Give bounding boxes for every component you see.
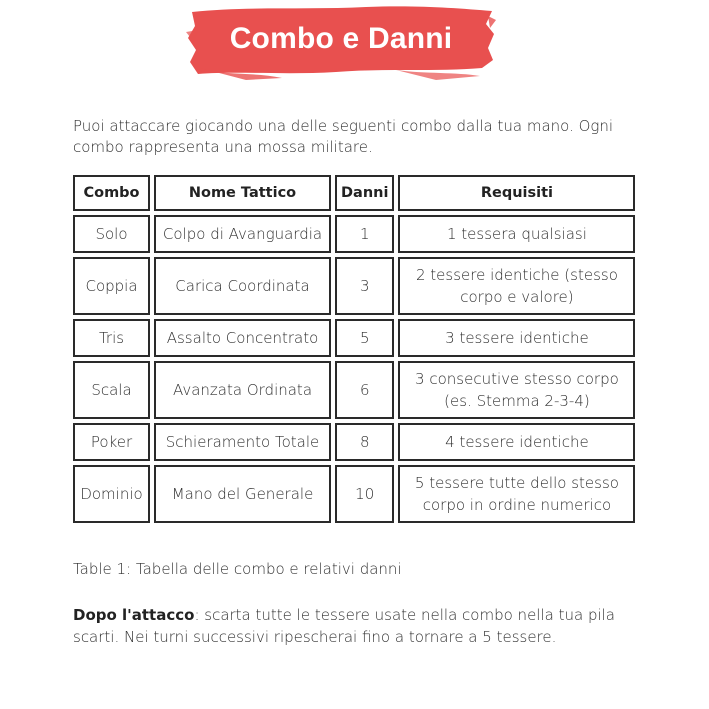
table-caption: Table 1: Tabella delle combo e relativi danni [73, 560, 402, 578]
table-row [73, 257, 635, 315]
cell-combo: Tris [73, 319, 150, 357]
cell-damage: 8 [335, 423, 394, 461]
table-row [73, 361, 635, 419]
cell-name: Avanzata Ordinata [154, 361, 331, 419]
cell-requirements: 3 tessere identiche [398, 319, 635, 357]
intro-paragraph: Puoi attaccare giocando una delle seguenti combo dalla tua mano. Ogni combo rappresenta una mossa militare. [73, 117, 614, 156]
cell-combo: Scala [73, 361, 150, 419]
after-attack-text: : scarta tutte le tessere usate nella combo nella tua pila scarti. Nei turni successivi ripescherai fino a tornare a 5 tessere. [73, 606, 615, 646]
table-row [73, 319, 635, 357]
cell-name: Carica Coordinata [154, 257, 331, 315]
cell-combo: Solo [73, 215, 150, 253]
header-requisiti: Requisiti [398, 175, 635, 211]
table-row [73, 423, 635, 461]
table-row [73, 465, 635, 523]
header-combo: Combo [73, 175, 150, 211]
cell-name: Mano del Generale [154, 465, 331, 523]
cell-damage: 3 [335, 257, 394, 315]
table-row [73, 215, 635, 253]
header-danni: Danni [335, 175, 394, 211]
cell-damage: 6 [335, 361, 394, 419]
cell-requirements: 5 tessere tutte dello stesso corpo in ordine numerico [398, 465, 635, 523]
cell-name: Colpo di Avanguardia [154, 215, 331, 253]
page-title: Combo e Danni [229, 22, 453, 55]
after-attack-paragraph [73, 604, 653, 648]
cell-combo: Poker [73, 423, 150, 461]
cell-combo: Dominio [73, 465, 150, 523]
cell-combo: Coppia [73, 257, 150, 315]
cell-name: Assalto Concentrato [154, 319, 331, 357]
cell-requirements: 3 consecutive stesso corpo (es. Stemma 2-3-4) [398, 361, 635, 419]
cell-requirements: 1 tessera qualsiasi [398, 215, 635, 253]
cell-damage: 10 [335, 465, 394, 523]
title-banner [186, 2, 496, 84]
cell-name: Schieramento Totale [154, 423, 331, 461]
after-attack-label: Dopo l'attacco [73, 606, 195, 624]
cell-damage: 1 [335, 215, 394, 253]
header-nome-tattico: Nome Tattico [154, 175, 331, 211]
cell-requirements: 4 tessere identiche [398, 423, 635, 461]
table-header-row [73, 175, 635, 211]
cell-requirements: 2 tessere identiche (stesso corpo e valore) [398, 257, 635, 315]
combo-table [69, 171, 639, 527]
cell-damage: 5 [335, 319, 394, 357]
